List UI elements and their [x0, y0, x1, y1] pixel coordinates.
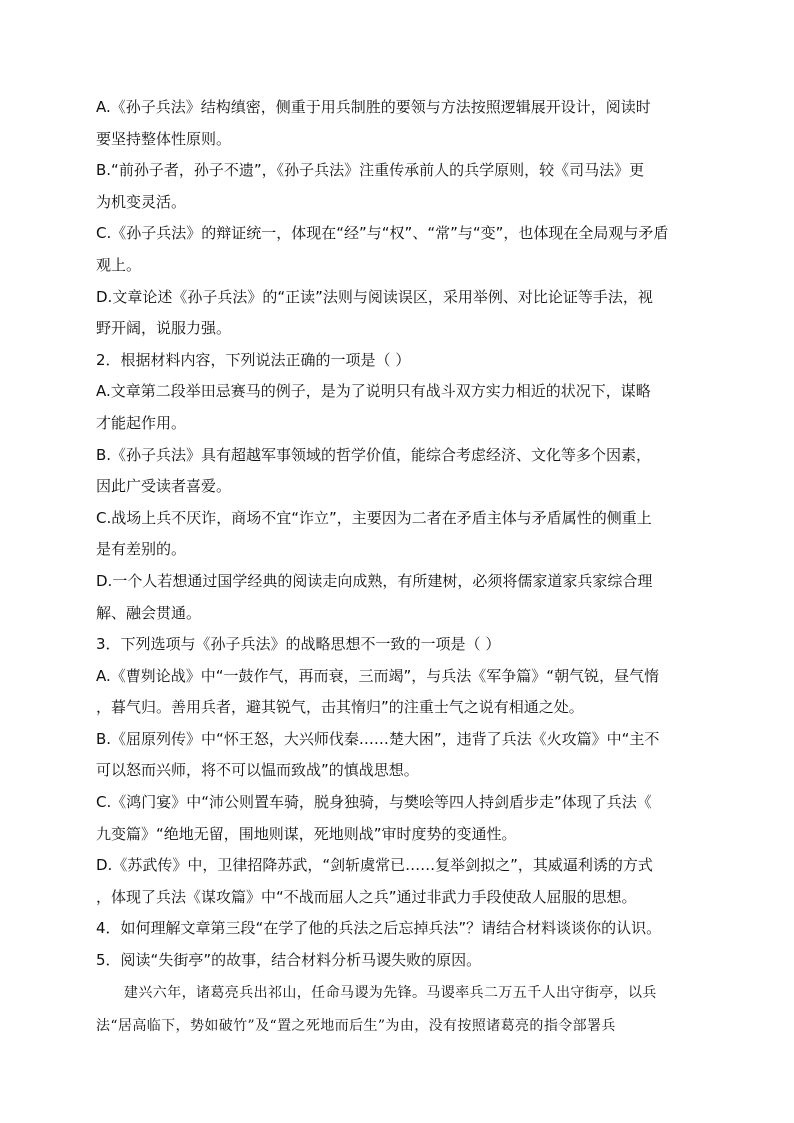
text-line: C.战场上兵不厌诈，商场不宜“诈立”，主要因为二者在矛盾主体与矛盾属性的侧重上: [96, 508, 652, 527]
text-line: C.《鸿门宴》中“沛公则置车骑，脱身独骑，与樊哙等四人持剑盾步走”体现了兵法《: [96, 793, 652, 812]
story-line: 建兴六年，诸葛亮兵出祁山，任命马谡为先锋。马谡率兵二万五千人出守街亭，以兵: [124, 984, 657, 1001]
text-line: 观上。: [96, 255, 142, 274]
text-line: A.《孙子兵法》结构缜密，侧重于用兵制胜的要领与方法按照逻辑展开设计，阅读时: [96, 98, 651, 116]
document-body: [96, 92, 698, 1043]
text-line: C.《孙子兵法》的辩证统一，体现在“经”与“权”、“常”与“变”，也体现在全局观与矛盾: [96, 224, 669, 243]
text-line: 可以怒而兴师，将不可以愠而致战”的慎战思想。: [96, 761, 419, 780]
text-line: A.文章第二段举田忌赛马的例子，是为了说明只有战斗双方实力相近的状况下，谋略: [96, 382, 651, 401]
text-line: 要坚持整体性原则。: [96, 129, 232, 148]
text-line: B.《孙子兵法》具有超越军事领域的哲学价值，能综合考虑经济、文化等多个因素，: [96, 445, 652, 464]
text-line: D.一个人若想通过国学经典的阅读走向成熟，有所建树，必须将儒家道家兵家综合理: [96, 571, 653, 590]
text-line: ，暮气归。善用兵者，避其锐气，击其惰归”的注重士气之说有相通之处。: [96, 698, 584, 717]
text-line: ，体现了兵法《谋攻篇》中“不战而屈人之兵”通过非武力手段使敌人屈服的思想。: [96, 887, 637, 906]
question-4: 4．如何理解文章第三段“在学了他的兵法之后忘掉兵法”？请结合材料谈谈你的认识。: [96, 919, 662, 938]
text-line: B.“前孙子者，孙子不遗”，《孙子兵法》注重传承前人的兵学原则，较《司马法》更: [96, 161, 645, 180]
story-line: 法“居高临下，势如破竹”及“置之死地而后生”为由，没有按照诸葛亮的指令部署兵: [96, 1017, 616, 1034]
text-line: 才能起作用。: [96, 413, 187, 432]
text-line: B.《屈原列传》中“怀王怒，大兴师伐秦……楚大困”，违背了兵法《火攻篇》中“主不: [96, 729, 660, 748]
text-line: 为机变灵活。: [96, 192, 187, 211]
text-line: 野开阔，说服力强。: [96, 319, 232, 338]
question-5: 5．阅读“失街亭”的故事，结合材料分析马谡失败的原因。: [96, 951, 482, 970]
text-line: 是有差别的。: [96, 540, 187, 559]
text-line: 九变篇》“绝地无留，围地则谋，死地则战”审时度势的变通性。: [96, 824, 517, 843]
text-line: D.《苏武传》中，卫律招降苏武，“剑斩虞常已……复举剑拟之”，其威逼利诱的方式: [96, 856, 653, 875]
text-line: D.文章论述《孙子兵法》的“正读”法则与阅读误区，采用举例、对比论证等手法，视: [96, 287, 653, 306]
text-line: 因此广受读者喜爱。: [96, 477, 232, 496]
question-2: 2．根据材料内容，下列说法正确的一项是（ ）: [96, 350, 411, 369]
text-line: 解、融会贯通。: [96, 603, 202, 622]
text-line: A.《曹刿论战》中“一鼓作气，再而衰，三而竭”，与兵法《军争篇》“朝气锐，昼气惰: [96, 666, 660, 685]
question-3: 3．下列选项与《孙子兵法》的战略思想不一致的一项是（ ）: [96, 635, 501, 654]
